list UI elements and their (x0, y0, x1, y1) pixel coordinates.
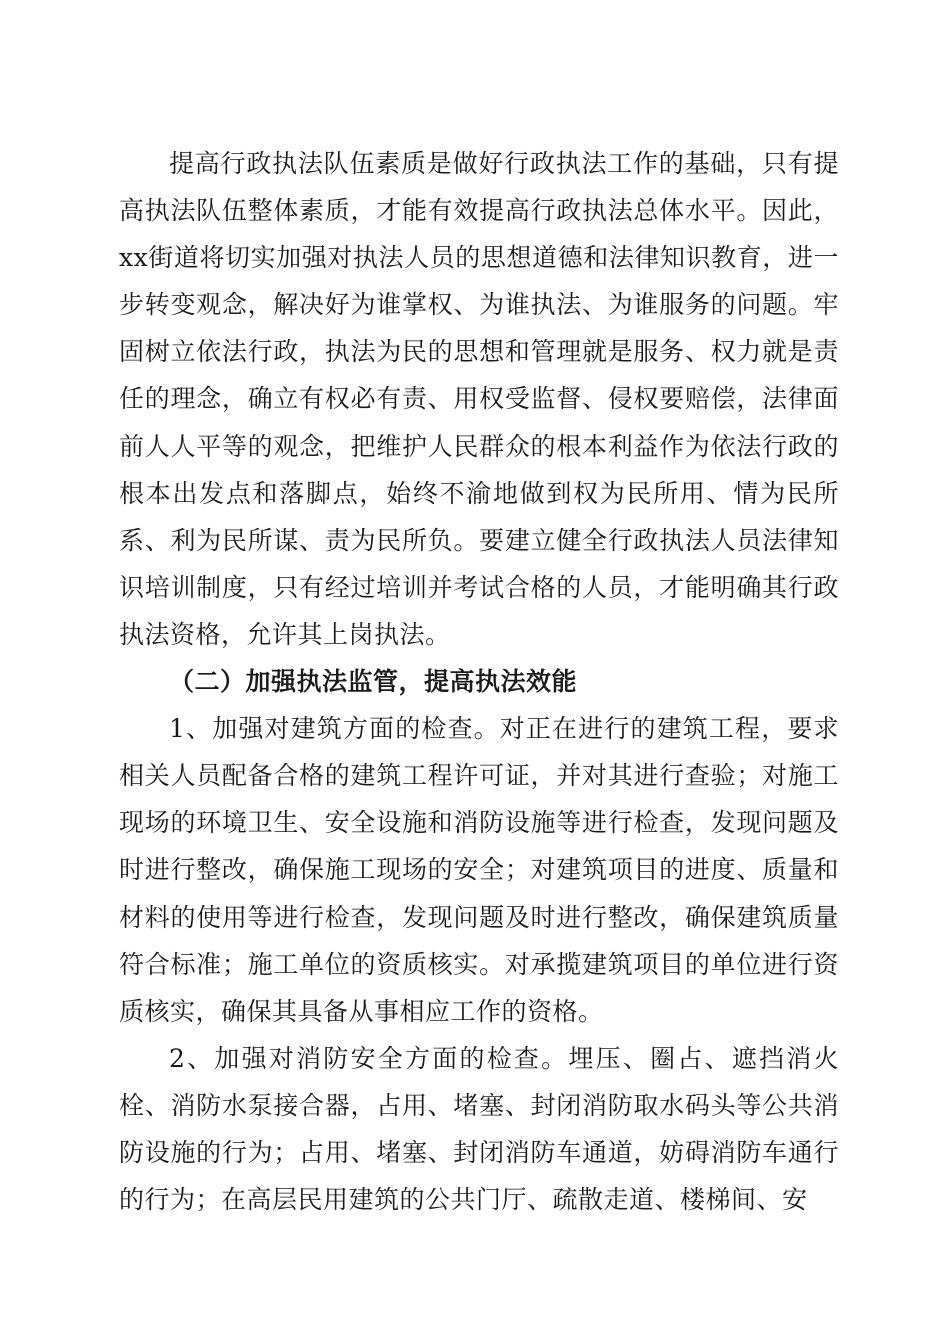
paragraph-building-inspection: 1、加强对建筑方面的检查。对正在进行的建筑工程，要求相关人员配备合格的建筑工程许可证，并对其进行查验；对施工现场的环境卫生、安全设施和消防设施等进行检查，发现问题及时进行整改，确保施工现场的安全；对建筑项目的进度、质量和材料的使用等进行检查，发现问题及时进行整改，确保建筑质量符合标准；施工单位的资质核实。对承揽建筑项目的单位进行资质核实，确保其具备从事相应工作的资格。 (119, 714, 839, 1026)
paragraph-fire-safety-inspection: 2、加强对消防安全方面的检查。埋压、圈占、遮挡消火栓、消防水泵接合器，占用、堵塞、封闭消防取水码头等公共消防设施的行为；占用、堵塞、封闭消防车通道，妨碍消防车通行的行为；在高层民用建筑的公共门厅、疏散走道、楼梯间、安 (119, 1043, 839, 1215)
document-body (119, 140, 839, 1223)
section-heading-2: （二）加强执法监管，提高执法效能 (169, 667, 578, 697)
paragraph-execution-team-quality: 提高行政执法队伍素质是做好行政执法工作的基础，只有提高执法队伍整体素质，才能有效提高行政执法总体水平。因此，xx街道将切实加强对执法人员的思想道德和法律知识教育，进一步转变观念，解决好为谁掌权、为谁执法、为谁服务的问题。牢固树立依法行政，执法为民的思想和管理就是服务、权力就是责任的理念，确立有权必有责、用权受监督、侵权要赔偿，法律面前人人平等的观念，把维护人民群众的根本利益作为依法行政的根本出发点和落脚点，始终不渝地做到权为民所用、情为民所系、利为民所谋、责为民所负。要建立健全行政执法人员法律知识培训制度，只有经过培训并考试合格的人员，才能明确其行政执法资格，允许其上岗执法。 (119, 149, 839, 649)
